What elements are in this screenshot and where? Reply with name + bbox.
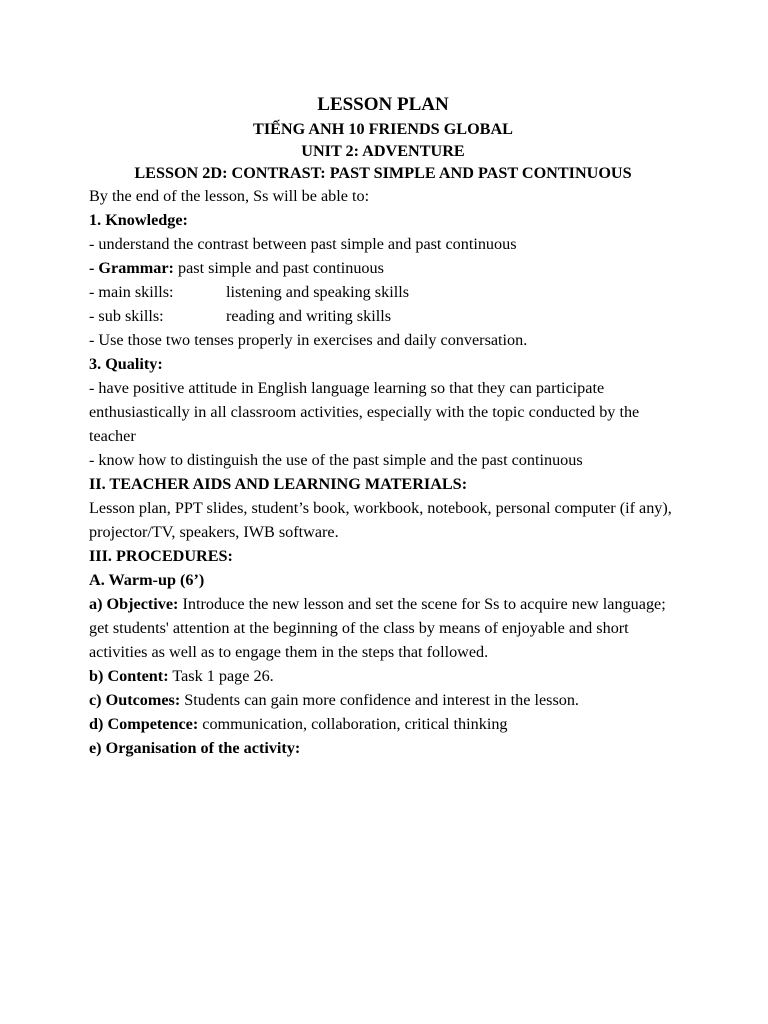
procedures-heading-text: III. PROCEDURES: [89,547,233,565]
grammar-line [89,256,679,280]
organisation-heading [89,736,679,760]
document-title: LESSON PLAN [317,94,449,115]
lesson-title: LESSON 2D: CONTRAST: PAST SIMPLE AND PAST CONTINUOUS [134,164,632,182]
knowledge-line-1: - understand the contrast between past simple and past continuous [89,235,517,253]
main-skills-label: - main skills: [89,283,174,301]
course-title: TIẾNG ANH 10 FRIENDS GLOBAL [253,120,513,138]
content-label: b) Content: [89,667,169,685]
competence-line [89,712,679,736]
outcomes-label: c) Outcomes: [89,691,181,709]
sub-skills-label: - sub skills: [89,307,164,325]
materials-text: Lesson plan, PPT slides, student’s book, workbook, notebook, personal computer (if any), projector/TV, speakers, IWB software. [89,499,672,541]
intro-text: By the end of the lesson, Ss will be able to: [89,187,370,205]
main-skills-text: listening and speaking skills [226,283,409,301]
objective-text: Introduce the new lesson and set the scene for Ss to acquire new language; get students' attention at the beginning of the class by means of enjoyable and short activities as well as to engage them in the steps that followed. [89,595,666,661]
materials-heading [89,472,679,496]
quality-heading [89,352,679,376]
warmup-heading [89,568,679,592]
quality-line-2: - know how to distinguish the use of the past simple and the past continuous [89,451,583,469]
outcomes-line [89,688,679,712]
document-page [89,92,679,760]
knowledge-line-5: - Use those two tenses properly in exercises and daily conversation. [89,331,528,349]
unit-title: UNIT 2: ADVENTURE [301,142,465,160]
knowledge-heading [89,208,679,232]
warmup-heading-text: A. Warm-up (6’) [89,571,205,589]
competence-label: d) Competence: [89,715,199,733]
objective-paragraph [89,592,679,664]
grammar-label: - Grammar: [89,259,174,277]
materials-heading-text: II. TEACHER AIDS AND LEARNING MATERIALS: [89,475,468,493]
procedures-heading [89,544,679,568]
main-skills-line [89,280,679,304]
competence-text: communication, collaboration, critical thinking [198,715,508,733]
sub-skills-line [89,304,679,328]
content-line [89,664,679,688]
outcomes-text: Students can gain more confidence and interest in the lesson. [180,691,579,709]
organisation-heading-text: e) Organisation of the activity: [89,739,301,757]
sub-skills-text: reading and writing skills [226,307,391,325]
knowledge-heading-text: 1. Knowledge: [89,211,188,229]
grammar-text: past simple and past continuous [173,259,384,277]
quality-line-1: - have positive attitude in English language learning so that they can participate enthusiastically in all classroom activities, especially with the topic conducted by the teacher [89,379,640,445]
objective-label: a) Objective: [89,595,179,613]
quality-heading-text: 3. Quality: [89,355,163,373]
content-text: Task 1 page 26. [168,667,274,685]
